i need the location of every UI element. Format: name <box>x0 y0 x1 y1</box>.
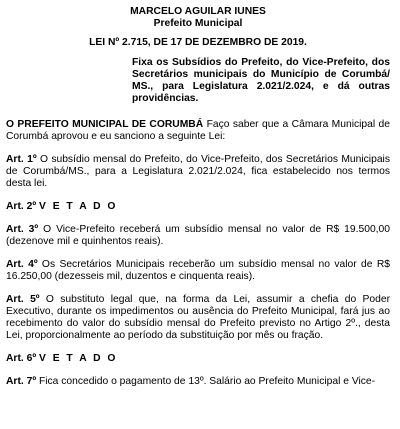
article-4 <box>6 259 390 283</box>
article-text: Fica concedido o pagamento de 13º. Salário ao Prefeito Municipal e Vice- <box>36 376 376 387</box>
author-name: MARCELO AGUILAR IUNES <box>130 6 266 17</box>
preamble-lead: O PREFEITO MUNICIPAL DE CORUMBÁ <box>6 119 204 130</box>
article-6 <box>6 353 390 365</box>
preamble <box>6 119 390 143</box>
article-text: O substituto legal que, na forma da Lei, assumir a chefia do Poder Executivo, durante os impedimentos ou ausência do Prefeito Municipal, fará jus ao recebimento do valor do subsídio mensal do Prefeito previsto no Artigo 2º., desta Lei, proporcionalmente ao período da substituição por mês ou fração. <box>6 294 390 341</box>
article-label: Art. 6º <box>6 353 37 364</box>
article-text: Os Secretários Municipais receberão um subsídio mensal no valor de R$ 16.250,00 (dezesseis mil, duzentos e cinquenta reais). <box>6 259 390 282</box>
article-label: Art. 4º <box>6 259 38 270</box>
vetado-text: V E T A D O <box>38 353 118 364</box>
article-label: Art. 1º <box>6 154 37 165</box>
article-label: Art. 2º <box>6 201 37 212</box>
article-1 <box>6 154 390 190</box>
article-text: O subsídio mensal do Prefeito, do Vice-Prefeito, dos Secretários Municipais de Corumbá/MS., para a Legislatura 2.021/2.024, fica estabelecido nos termos desta lei. <box>6 154 390 189</box>
author-role: Prefeito Municipal <box>153 18 243 29</box>
article-5 <box>6 294 390 342</box>
preamble-text: Faço saber que a Câmara Municipal de Corumbá aprovou e eu sanciono a seguinte Lei: <box>6 119 391 142</box>
article-label: Art. 5º <box>6 294 40 305</box>
vetado-text: V E T A D O <box>38 201 118 212</box>
article-2 <box>6 201 390 213</box>
law-number: LEI Nº 2.715, DE 17 DE DEZEMBRO DE 2019. <box>89 37 307 48</box>
article-7 <box>6 376 390 388</box>
article-label: Art. 7º <box>6 376 37 387</box>
article-text: O Vice-Prefeito receberá um subsídio mensal no valor de R$ 19.500,00 (dezenove mil e quinhentos reais). <box>6 224 390 247</box>
document-header <box>6 6 390 30</box>
article-label: Art. 3º <box>6 224 39 235</box>
article-3 <box>6 224 390 248</box>
law-ementa: Fixa os Subsídios do Prefeito, do Vice-Prefeito, dos Secretários municipais do Município de Corumbá/ MS., para Legislatura 2.021/2.024, e dá outras providências. <box>132 57 390 104</box>
